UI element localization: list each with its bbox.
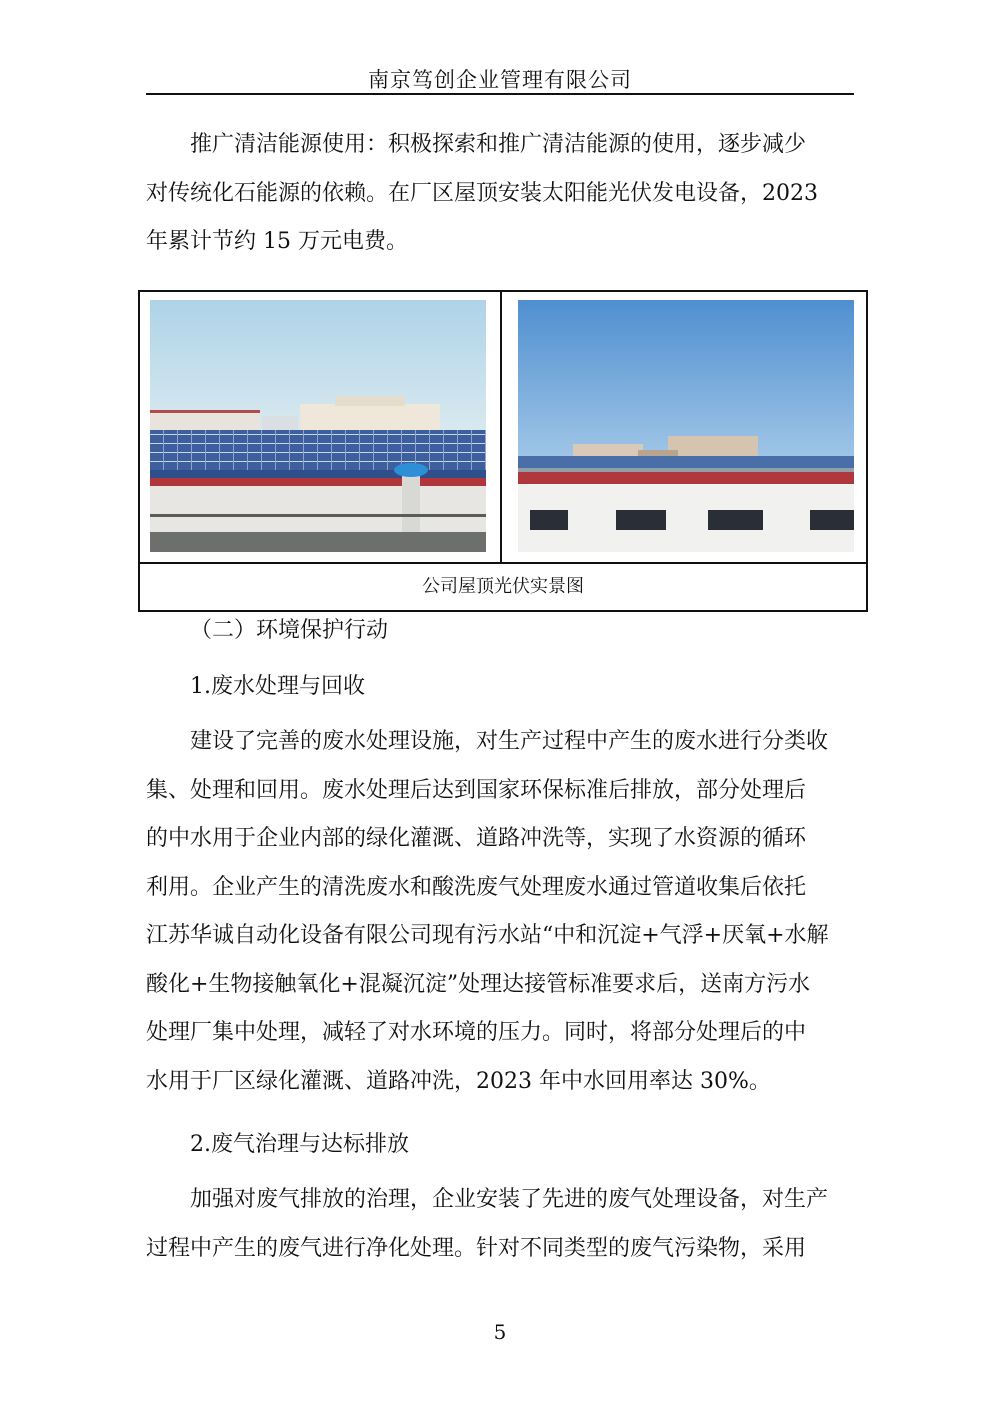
wastewater-paragraph	[146, 718, 854, 1106]
paragraph-line: 过程中产生的废气进行净化处理。针对不同类型的废气污染物，采用	[146, 1235, 807, 1261]
paragraph-line: 加强对废气排放的治理，企业安装了先进的废气处理设备，对生产	[190, 1187, 829, 1212]
paragraph-line: 江苏华诚自动化设备有限公司现有污水站“中和沉淀+气浮+厌氧+水解	[146, 923, 829, 948]
subsection-heading: 2.废气治理与达标排放	[190, 1132, 409, 1157]
figure-caption: 公司屋顶光伏实景图	[422, 576, 584, 597]
paragraph-line: 的中水用于企业内部的绿化灌溉、道路冲洗等，实现了水资源的循环	[146, 826, 807, 851]
paragraph-line: 推广清洁能源使用：积极探索和推广清洁能源的使用，逐步减少	[190, 132, 807, 157]
paragraph-line: 处理厂集中处理，减轻了对水环境的压力。同时，将部分处理后的中	[146, 1020, 807, 1045]
page-number: 5	[493, 1320, 507, 1344]
paragraph-line: 年累计节约 15 万元电费。	[146, 229, 408, 254]
rooftop-solar-photo-right	[518, 300, 854, 552]
paragraph-line: 酸化+生物接触氧化+混凝沉淀”处理达接管标准要求后，送南方污水	[146, 971, 811, 997]
paragraph-line: 利用。企业产生的清洗废水和酸洗废气处理废水通过管道收集后依托	[146, 874, 807, 900]
intro-paragraph	[146, 121, 854, 267]
table-divider	[500, 292, 502, 562]
exhaust-gas-paragraph	[146, 1176, 854, 1273]
paragraph-line: 水用于厂区绿化灌溉、道路冲洗，2023 年中水回用率达 30%。	[146, 1068, 771, 1094]
subsection-heading: 1.废水处理与回收	[190, 674, 365, 699]
rooftop-solar-photo-left	[150, 300, 486, 552]
section-heading: （二）环境保护行动	[190, 618, 389, 643]
paragraph-line: 对传统化石能源的依赖。在厂区屋顶安装太阳能光伏发电设备，2023	[146, 180, 818, 206]
header-divider	[146, 93, 854, 95]
paragraph-line: 建设了完善的废水处理设施，对生产过程中产生的废水进行分类收	[190, 729, 829, 754]
paragraph-line: 集、处理和回用。废水处理后达到国家环保标准后排放，部分处理后	[146, 777, 807, 803]
company-name: 南京笃创企业管理有限公司	[368, 68, 632, 92]
photo-figure-table	[138, 290, 868, 612]
